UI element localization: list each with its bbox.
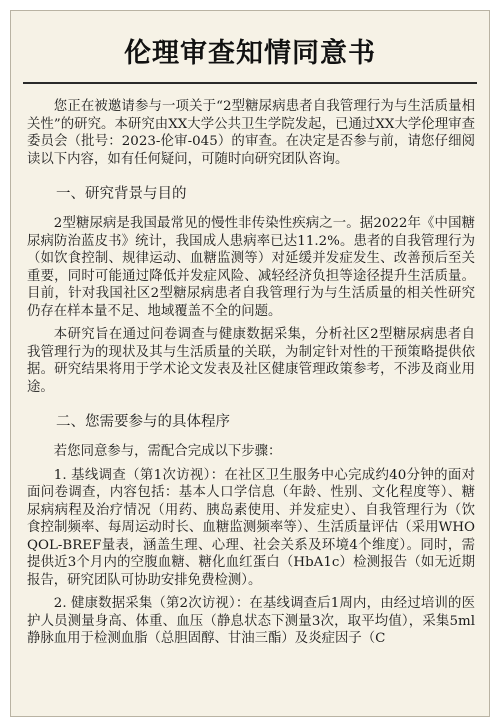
document-body — [11, 98, 489, 648]
background-paragraph-2: 本研究旨在通过问卷调查与健康数据采集，分析社区2型糖尿病患者自我管理行为的现状及其与生活质量的关联，为制定针对性的干预策略提供依据。研究结果将用于学术论文发表及社区健康管理政策参考，不涉及商业用途。 — [27, 327, 475, 395]
consent-document — [10, 10, 490, 717]
section-heading-background: 一、研究背景与目的 — [56, 186, 187, 202]
section-heading-procedures: 二、您需要参与的具体程序 — [56, 414, 230, 430]
title-divider — [23, 82, 477, 84]
background-paragraph-1: 2型糖尿病是我国最常见的慢性非传染性疾病之一。据2022年《中国糖尿病防治蓝皮书》统计，我国成人患病率已达11.2%。患者的自我管理行为（如饮食控制、规律运动、血糖监测等）对延缓并发症发生、改善预后至关重要，同时可能通过降低并发症风险、减轻经济负担等途径提升生活质量。目前，针对我国社区2型糖尿病患者自我管理行为与生活质量的相关性研究仍存在样本量不足、地域覆盖不全的问题。 — [27, 216, 475, 319]
procedures-lead: 若您同意参与，需配合完成以下步骤： — [53, 444, 282, 459]
document-title: 伦理审查知情同意书 — [124, 38, 376, 69]
intro-paragraph: 您正在被邀请参与一项关于“2型糖尿病患者自我管理行为与生活质量相关性”的研究。本研究由XX大学公共卫生学院发起，已通过XX大学伦理审查委员会（批号：2023-伦审-045）的审查。在决定是否参与前，请您仔细阅读以下内容，如有任何疑问，可随时向研究团队咨询。 — [27, 99, 475, 167]
procedure-step-2: 2. 健康数据采集（第2次访视）：在基线调查后1周内，由经过培训的医护人员测量身高、体重、血压（静息状态下测量3次，取平均值），采集5ml静脉血用于检测血脂（总胆固醇、甘油三酯）及炎症因子（C — [27, 596, 475, 646]
procedure-step-1: 1. 基线调查（第1次访视）：在社区卫生服务中心完成约40分钟的面对面问卷调查，内容包括：基本人口学信息（年龄、性别、文化程度等）、糖尿病病程及治疗情况（用药、胰岛素使用、并发症史）、自我管理行为（饮食控制频率、每周运动时长、血糖监测频率等）、生活质量评估（采用WHOQOL-BREF量表，涵盖生理、心理、社会关系及环境4个维度）。同时，需提供近3个月内的空腹血糖、糖化血红蛋白（HbA1c）检测报告（如无近期报告，研究团队可协助安排免费检测）。 — [27, 467, 475, 588]
